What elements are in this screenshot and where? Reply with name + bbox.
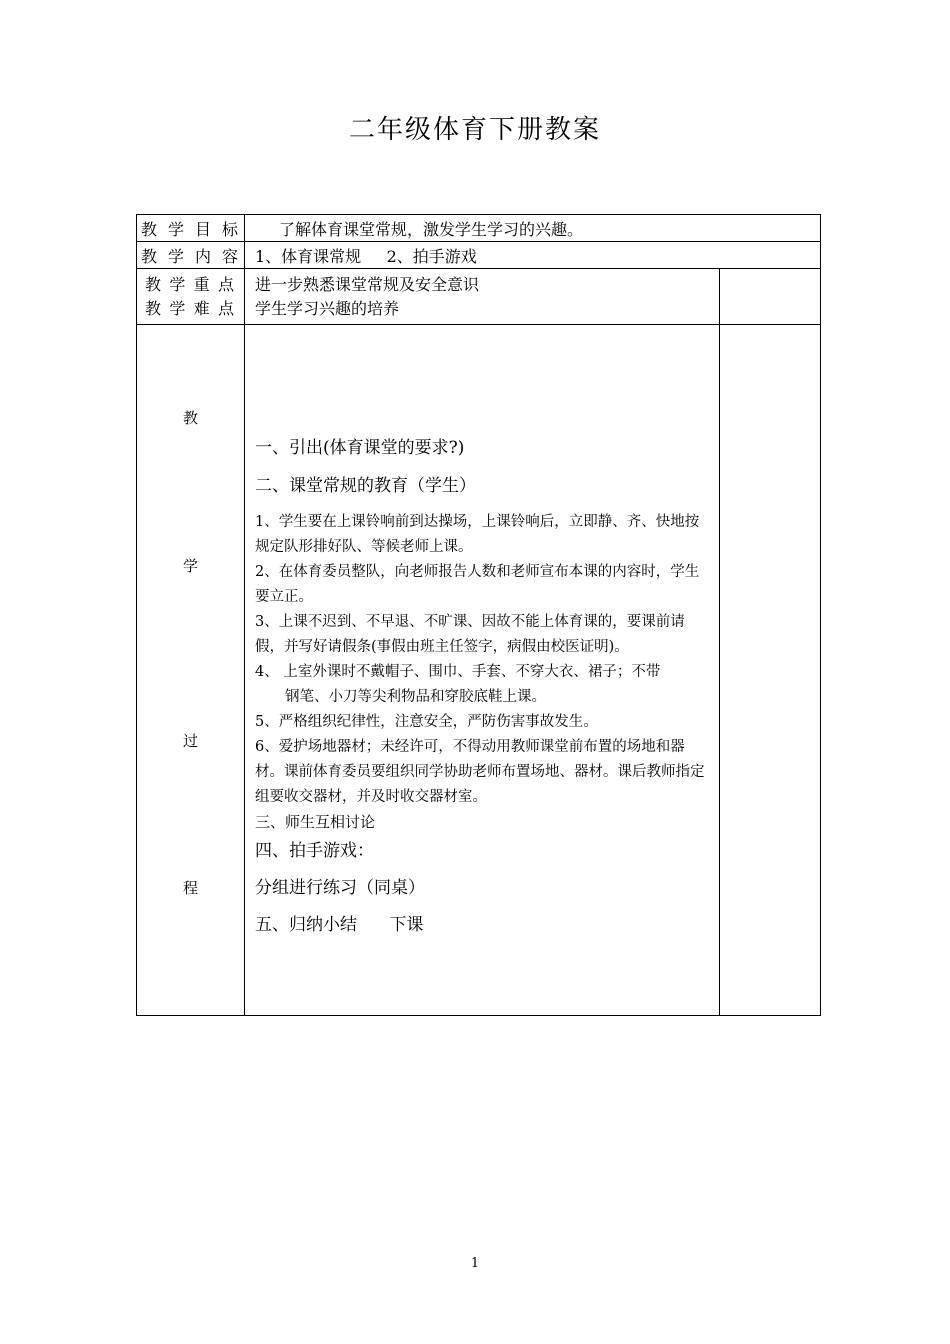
section-clapping-game: 四、拍手游戏：: [255, 841, 374, 861]
value-teaching-key: 进一步熟悉课堂常规及安全意识: [255, 274, 480, 294]
routine-item: 3、上课不迟到、不早退、不旷课、因故不能上体育课的，要课前请假，并写好请假条(事假由班主任签字，病假由校医证明)。: [255, 614, 685, 655]
process-label-char: 程: [182, 879, 198, 897]
process-label-char: 教: [182, 409, 198, 427]
label-teaching-process: [137, 325, 245, 1016]
notes-cell-top: [720, 269, 821, 325]
label-teaching-goal: 教学目标: [137, 215, 245, 242]
process-label-char: 学: [182, 557, 198, 575]
process-content: [245, 325, 720, 1016]
section-discussion: 三、师生互相讨论: [255, 813, 376, 831]
lesson-plan-table: [136, 214, 821, 1016]
page-title: 二年级体育下册教案: [348, 115, 601, 145]
routine-item: 1、学生要在上课铃响前到达操场，上课铃响后，立即静、齐、快地按规定队形排好队、等候老师上课。: [255, 514, 700, 555]
row-teaching-goal: [137, 215, 821, 242]
section-summary: 五、归纳小结 下课: [255, 915, 424, 935]
label-teaching-key: 教学重点: [145, 274, 236, 294]
label-teaching-difficulty: 教学难点: [145, 298, 236, 318]
page-number: 1: [470, 1256, 480, 1271]
routine-item: 5、严格组织纪律性，注意安全，严防伤害事故发生。: [255, 714, 598, 730]
value-teaching-goal: 了解体育课堂常规，激发学生学习的兴趣。: [245, 215, 821, 242]
routine-item: 4、 上室外课时不戴帽子、围巾、手套、不穿大衣、裙子；不带: [255, 664, 661, 680]
group-practice: 分组进行练习（同桌）: [255, 878, 425, 898]
notes-cell-bottom: [720, 325, 821, 1016]
row-teaching-content: [137, 242, 821, 269]
routine-item: 6、爱护场地器材；未经许可，不得动用教师课堂前布置的场地和器材。课前体育委员要组织同学协助老师布置场地、器材。课后教师指定组要收交器材，并及时收交器材室。: [255, 739, 705, 805]
row-teaching-process: [137, 325, 821, 1016]
row-key-difficulty: [137, 269, 821, 325]
section-routine-education: 二、课堂常规的教育（学生）: [255, 476, 476, 496]
process-label-char: 过: [182, 732, 198, 750]
label-teaching-content: 教学内容: [137, 242, 245, 269]
value-teaching-content: 1、体育课常规 2、拍手游戏: [245, 242, 821, 269]
routine-item-continued: 钢笔、小刀等尖利物品和穿胶底鞋上课。: [285, 689, 546, 705]
routine-item: 2、在体育委员整队，向老师报告人数和老师宣布本课的内容时，学生要立正。: [255, 564, 700, 605]
section-intro: 一、引出(体育课堂的要求?): [255, 438, 465, 458]
value-teaching-difficulty: 学生学习兴趣的培养: [255, 298, 400, 318]
